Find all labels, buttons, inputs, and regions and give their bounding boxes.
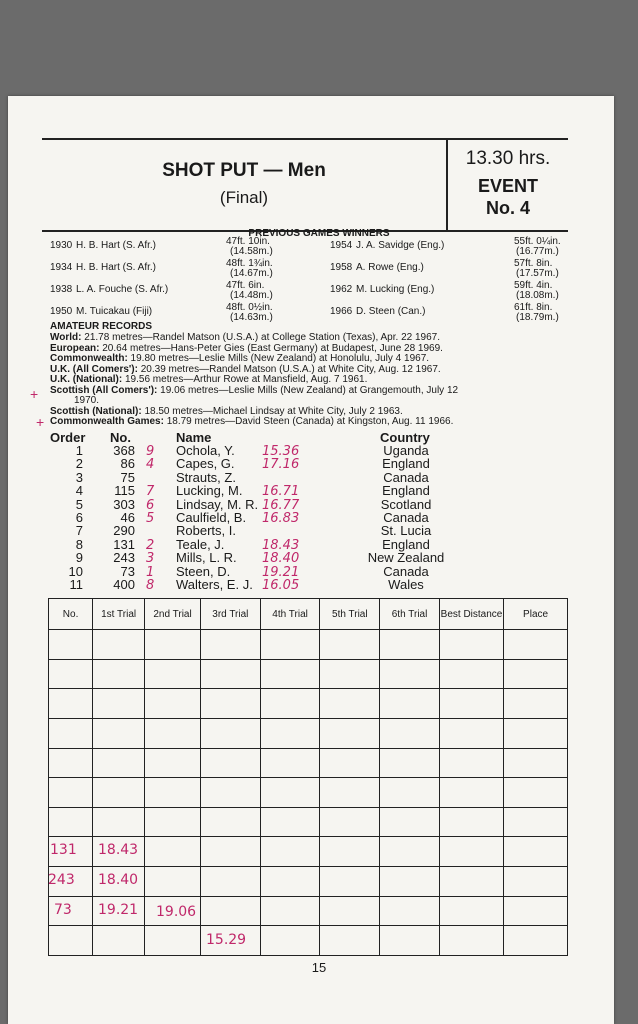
table-cell (49, 718, 93, 748)
table-cell (260, 926, 320, 956)
table-cell (320, 718, 380, 748)
winner-year: 1966 (330, 306, 353, 317)
winner-year: 1930 (50, 240, 73, 251)
table-cell (145, 837, 201, 867)
entrant-number: 73 (120, 563, 135, 579)
table-cell (380, 630, 440, 660)
entrant-country: Canada (383, 469, 429, 485)
table-cell (145, 689, 201, 719)
winner-metric: (14.63m.) (230, 312, 273, 323)
table-cell (49, 926, 93, 956)
table-cell (260, 778, 320, 808)
winner-metric: (18.79m.) (516, 312, 559, 323)
table-cell (93, 807, 145, 837)
handwritten-trial: 19.21 (98, 902, 139, 918)
table-cell (380, 748, 440, 778)
table-cell (320, 748, 380, 778)
handwritten-place: 7 (146, 484, 155, 500)
records-heading: AMATEUR RECORDS (50, 321, 153, 332)
handwritten-distance: 16.83 (262, 511, 300, 526)
column-header: Best Distance (439, 599, 503, 630)
winner-metric: (16.77m.) (516, 246, 559, 257)
entrant-country: England (382, 456, 430, 472)
order-header: Order (50, 430, 86, 445)
table-cell (380, 659, 440, 689)
handwritten-place: 9 (146, 444, 155, 459)
event-title: SHOT PUT — Men (162, 160, 326, 181)
table-cell (504, 659, 568, 689)
record-label: U.K. (National): (50, 374, 123, 385)
handwritten-plus-mark: + (36, 414, 45, 430)
entrant-country: Canada (383, 563, 429, 579)
record-label: U.K. (All Comers'): (50, 363, 138, 375)
record-text: 20.39 metres—Randel Matson (U.S.A.) at White City, Aug. 12 1967. (137, 363, 441, 375)
winner-name: A. Rowe (Eng.) (356, 262, 424, 273)
previous-winners-heading: PREVIOUS GAMES WINNERS (248, 228, 390, 239)
table-cell (93, 659, 145, 689)
table-cell (504, 926, 568, 956)
entrant-name: Steen, D. (176, 563, 231, 579)
entrant-order: 3 (75, 469, 83, 485)
table-cell (504, 778, 568, 808)
column-header: 6th Trial (380, 599, 440, 630)
record-line (50, 386, 458, 397)
table-cell (380, 807, 440, 837)
table-row (49, 689, 568, 719)
handwritten-place: 2 (146, 537, 155, 553)
table-row (49, 659, 568, 689)
record-text: 19.80 metres—Leslie Mills (New Zealand) at Honolulu, July 4 1967. (127, 353, 430, 364)
table-cell (260, 837, 320, 867)
event-subtitle: (Final) (219, 188, 269, 207)
table-cell (320, 689, 380, 719)
table-cell (504, 718, 568, 748)
table-cell (260, 748, 320, 778)
entrant-name: Mills, L. R. (176, 550, 237, 566)
entrant-order: 10 (68, 563, 83, 579)
winner-metric: (17.57m.) (516, 268, 559, 279)
table-cell (93, 778, 145, 808)
winner-year: 1962 (330, 284, 353, 295)
table-cell (260, 689, 320, 719)
entrant-order: 2 (75, 456, 83, 472)
entrant-country: Scotland (380, 496, 432, 512)
country-header: Country (380, 430, 430, 445)
event-label: EVENT (477, 176, 538, 196)
entrant-number: 131 (113, 536, 135, 552)
table-cell (260, 630, 320, 660)
table-cell (439, 630, 503, 660)
handwritten-place: 1 (146, 564, 155, 580)
event-no: No. 4 (485, 198, 530, 218)
entrant-number: 46 (120, 510, 135, 525)
record-text: 20.64 metres—Hans-Peter Gies (East Germany) at Budapest, June 28 1969. (99, 342, 443, 354)
winner-imperial: 57ft. 8in. (514, 258, 553, 269)
table-cell (439, 689, 503, 719)
table-cell (320, 896, 380, 926)
table-cell (145, 659, 201, 689)
record-label: Commonwealth: (50, 353, 128, 364)
table-cell (380, 837, 440, 867)
table-cell (145, 867, 201, 897)
table-cell (320, 926, 380, 956)
table-cell (320, 867, 380, 897)
entrant-number: 243 (113, 550, 135, 566)
table-cell (380, 718, 440, 748)
winner-metric: (18.08m.) (516, 290, 559, 301)
table-cell (504, 867, 568, 897)
table-row (49, 926, 568, 956)
table-cell (200, 807, 260, 837)
table-cell (93, 748, 145, 778)
entrant-name: Teale, J. (176, 536, 225, 552)
winner-name: L. A. Fouche (S. Afr.) (76, 284, 169, 295)
table-cell (49, 689, 93, 719)
column-header: 4th Trial (260, 599, 320, 630)
entrant-order: 11 (69, 577, 83, 592)
event-number (448, 175, 568, 219)
winner-imperial: 61ft. 8in. (514, 302, 553, 313)
winner-imperial: 48ft. 1¾in. (226, 258, 273, 269)
table-row (49, 718, 568, 748)
entrant-name: Strauts, Z. (176, 469, 236, 485)
winner-imperial: 47ft. 10in. (226, 236, 270, 247)
table-cell (145, 748, 201, 778)
table-cell (504, 689, 568, 719)
table-cell (320, 659, 380, 689)
table-row (49, 778, 568, 808)
record-text: 19.06 metres—Leslie Mills (New Zealand) at Grangemouth, July 12 (157, 384, 459, 396)
entrant-name: Walters, E. J. (176, 577, 253, 592)
column-header: No. (49, 599, 93, 630)
winner-year: 1958 (330, 262, 353, 273)
record-label: European: (50, 342, 100, 354)
table-cell (49, 807, 93, 837)
entrant-name: Caulfield, B. (176, 510, 247, 525)
table-cell (93, 718, 145, 748)
table-row (49, 748, 568, 778)
handwritten-distance: 16.71 (262, 484, 300, 500)
handwritten-distance: 16.77 (262, 497, 300, 513)
record-text: 18.50 metres—Michael Lindsay at White City, July 2 1963. (141, 405, 403, 417)
table-cell (320, 807, 380, 837)
column-header: Place (504, 599, 568, 630)
handwritten-place: 4 (146, 457, 155, 473)
winner-imperial: 47ft. 6in. (226, 280, 265, 291)
table-cell (200, 778, 260, 808)
table-cell (145, 630, 201, 660)
winner-year: 1938 (50, 284, 73, 295)
record-line (50, 417, 453, 428)
no-header: No. (110, 430, 131, 445)
entrant-number: 303 (113, 496, 135, 512)
winner-year: 1934 (50, 262, 73, 273)
winner-name: H. B. Hart (S. Afr.) (76, 262, 157, 273)
entrant-order: 6 (75, 510, 83, 525)
table-cell (145, 778, 201, 808)
table-cell (504, 630, 568, 660)
winner-imperial: 55ft. 0¼in. (514, 236, 561, 247)
table-cell (320, 778, 380, 808)
handwritten-no: 243 (48, 872, 75, 888)
table-cell (380, 689, 440, 719)
table-cell (320, 630, 380, 660)
record-text: 21.78 metres—Randel Matson (U.S.A.) at College Station (Texas), Apr. 22 1967. (81, 332, 440, 343)
event-time: 13.30 hrs. (465, 148, 551, 169)
winner-year: 1950 (50, 306, 73, 317)
table-row (49, 807, 568, 837)
entrant-name: Lindsay, M. R. (176, 496, 259, 512)
handwritten-distance: 15.36 (262, 444, 300, 459)
table-cell (93, 926, 145, 956)
column-header: 2nd Trial (145, 599, 201, 630)
table-cell (504, 837, 568, 867)
table-cell (439, 896, 503, 926)
record-text: 1970. (74, 395, 100, 406)
entrant-order: 4 (75, 483, 83, 499)
table-cell (93, 689, 145, 719)
table-cell (49, 778, 93, 808)
table-cell (260, 659, 320, 689)
entrant-number: 400 (113, 577, 135, 592)
handwritten-place: 8 (146, 578, 155, 593)
entrant-country: New Zealand (367, 550, 445, 566)
entrant-number: 86 (120, 456, 135, 472)
winner-name: D. Steen (Can.) (356, 306, 426, 317)
winner-imperial: 48ft. 0½in. (226, 302, 273, 313)
handwritten-place: 3 (146, 551, 155, 567)
table-cell (439, 837, 503, 867)
handwritten-trial: 19.06 (156, 904, 197, 920)
table-cell (439, 867, 503, 897)
winner-name: M. Tuicakau (Fiji) (76, 306, 153, 317)
table-cell (49, 659, 93, 689)
table-cell (260, 807, 320, 837)
table-cell (439, 778, 503, 808)
entrant-country: St. Lucia (380, 523, 432, 539)
table-cell (49, 630, 93, 660)
table-cell (200, 630, 260, 660)
record-text: 18.79 metres—David Steen (Canada) at Kingston, Aug. 11 1966. (163, 416, 454, 427)
handwritten-trial: 15.29 (206, 932, 247, 948)
handwritten-plus-mark: + (30, 386, 39, 402)
handwritten-distance: 19.21 (262, 564, 300, 580)
handwritten-place: 5 (146, 511, 155, 526)
table-cell (439, 718, 503, 748)
handwritten-distance: 16.05 (262, 578, 300, 593)
table-cell (380, 926, 440, 956)
handwritten-trial: 18.43 (98, 842, 139, 858)
table-cell (320, 837, 380, 867)
table-cell (260, 896, 320, 926)
table-cell (200, 867, 260, 897)
score-table-header (49, 599, 568, 630)
winner-metric: (14.48m.) (230, 290, 273, 301)
winner-metric: (14.58m.) (230, 246, 273, 257)
table-cell (145, 807, 201, 837)
winner-name: J. A. Savidge (Eng.) (356, 240, 445, 251)
entrant-number: 290 (113, 523, 135, 539)
entrant-number: 115 (114, 483, 135, 499)
column-header: 1st Trial (93, 599, 145, 630)
entrant-name: Ochola, Y. (176, 443, 235, 458)
table-cell (145, 926, 201, 956)
table-cell (439, 659, 503, 689)
entrant-order: 1 (75, 443, 83, 458)
table-cell (260, 718, 320, 748)
table-cell (380, 778, 440, 808)
entrant-country: Wales (388, 577, 424, 592)
record-label: Scottish (All Comers'): (50, 384, 158, 396)
record-label: World: (50, 332, 82, 343)
table-cell (504, 807, 568, 837)
entrant-order: 8 (75, 536, 83, 552)
table-cell (200, 748, 260, 778)
entrant-country: England (382, 536, 430, 552)
entrant-order: 7 (75, 523, 83, 539)
table-row (49, 630, 568, 660)
entrant-number: 368 (113, 443, 135, 458)
winner-metric: (14.67m.) (230, 268, 273, 279)
table-cell (439, 748, 503, 778)
table-cell (380, 896, 440, 926)
handwritten-place: 6 (146, 497, 155, 513)
event-header (42, 138, 568, 232)
page-number: 15 (311, 960, 327, 975)
entrant-country: Canada (383, 510, 429, 525)
table-cell (504, 748, 568, 778)
record-label: Commonwealth Games: (50, 416, 164, 427)
winner-year: 1954 (330, 240, 353, 251)
table-cell (260, 867, 320, 897)
handwritten-trial: 18.40 (98, 872, 139, 888)
entrant-name: Roberts, I. (176, 523, 236, 539)
table-cell (380, 867, 440, 897)
entrant-name: Lucking, M. (176, 483, 243, 499)
table-cell (200, 837, 260, 867)
handwritten-distance: 17.16 (262, 457, 300, 473)
table-cell (200, 896, 260, 926)
record-text: 19.56 metres—Arthur Rowe at Mansfield, Aug. 7 1961. (122, 374, 368, 385)
name-header: Name (176, 430, 212, 445)
table-cell (93, 630, 145, 660)
handwritten-no: 73 (54, 902, 72, 918)
winner-name: H. B. Hart (S. Afr.) (76, 240, 157, 251)
table-cell (504, 896, 568, 926)
table-cell (439, 807, 503, 837)
table-cell (200, 689, 260, 719)
handwritten-distance: 18.40 (262, 551, 300, 567)
column-header: 3rd Trial (200, 599, 260, 630)
entrant-order: 9 (75, 550, 83, 566)
table-cell (145, 718, 201, 748)
table-cell (439, 926, 503, 956)
winner-name: M. Lucking (Eng.) (356, 284, 435, 295)
handwritten-no: 131 (50, 842, 77, 858)
entrant-number: 75 (120, 469, 135, 485)
table-cell (200, 718, 260, 748)
entrant-name: Capes, G. (176, 456, 235, 472)
winner-imperial: 59ft. 4in. (514, 280, 553, 291)
entrant-country: England (382, 483, 430, 499)
record-label: Scottish (National): (50, 405, 142, 417)
table-cell (200, 659, 260, 689)
entrant-country: Uganda (383, 443, 429, 458)
handwritten-distance: 18.43 (262, 537, 300, 553)
entrant-order: 5 (75, 496, 83, 512)
column-header: 5th Trial (320, 599, 380, 630)
table-cell (49, 748, 93, 778)
